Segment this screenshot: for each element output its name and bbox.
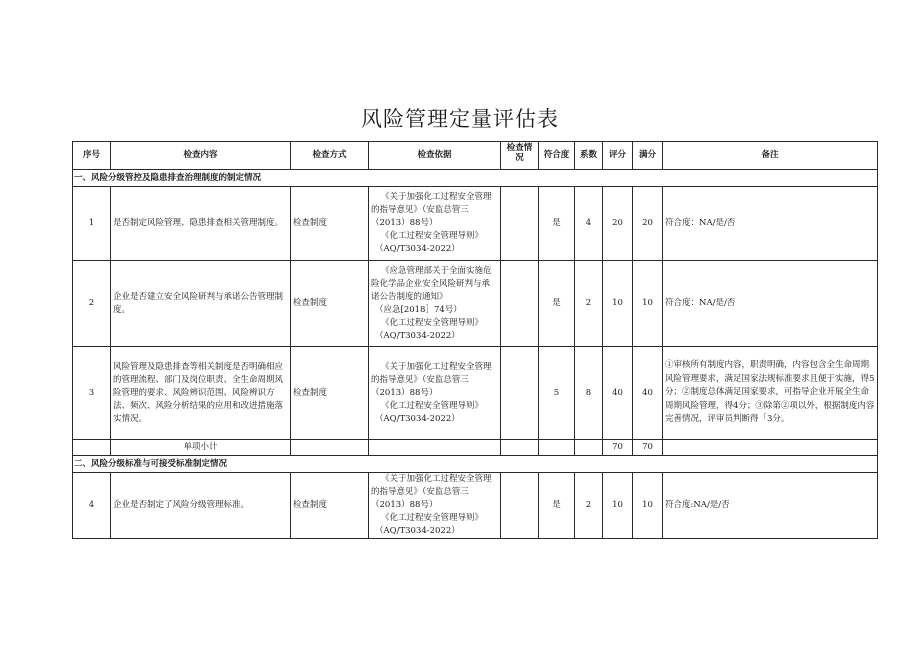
table-row xyxy=(73,187,878,261)
row-method: 检查制度 xyxy=(291,187,369,261)
row-basis: 《关于加强化工过程安全管理 的指导意见》（安监总管三 （2013）88号） 《化工过程安全管理导则》 （AQ/T3034-2022） xyxy=(369,473,501,539)
row-remark: 符合度：NA/是/否 xyxy=(663,261,878,347)
subtotal-full-score: 70 xyxy=(633,440,663,456)
row-content: 企业是否建立安全风险研判与承诺公告管理制度。 xyxy=(111,261,291,347)
row-conformity: 是 xyxy=(539,261,575,347)
row-remark: ①审核所有制度内容，职责明确，内容包含全生命周期风险管理要求，满足国家法规标准要求且便于实施，得5分；②制度总体满足国家要求，可指导企业开展全生命周期风险管理，得4分；③除第②项以外，根据制度内容完善情况，评审员判断得「3分。 xyxy=(663,347,878,440)
header-conformity: 符合度 xyxy=(539,142,575,170)
row-score: 10 xyxy=(603,261,633,347)
header-basis: 检查依据 xyxy=(369,142,501,170)
row-situation xyxy=(501,187,539,261)
row-seq: 3 xyxy=(73,347,111,440)
row-score: 40 xyxy=(603,347,633,440)
header-method: 检查方式 xyxy=(291,142,369,170)
row-conformity: 5 xyxy=(539,347,575,440)
table-row xyxy=(73,473,878,539)
row-method: 检查制度 xyxy=(291,473,369,539)
row-situation xyxy=(501,347,539,440)
header-coefficient: 系数 xyxy=(575,142,603,170)
page-title: 风险管理定量评估表 xyxy=(361,107,559,131)
row-score: 10 xyxy=(603,473,633,539)
row-content: 是否制定风险管理、隐患排查相关管理制度。 xyxy=(111,187,291,261)
table-row xyxy=(73,261,878,347)
section-row xyxy=(73,170,878,187)
header-seq: 序号 xyxy=(73,142,111,170)
row-basis: 《关于加强化工过程安全管理 的指导意见》（安监总管三 （2013）88号） 《化工过程安全管理导则》 （AQ/T3034-2022） xyxy=(369,347,501,440)
row-coefficient: 8 xyxy=(575,347,603,440)
section-title: 一、风险分级管控及隐患排查治理制度的制定情况 xyxy=(73,170,878,187)
row-full-score: 10 xyxy=(633,473,663,539)
row-conformity: 是 xyxy=(539,187,575,261)
header-remark: 备注 xyxy=(663,142,878,170)
header-situation: 检查情况 xyxy=(501,142,539,170)
header-score: 评分 xyxy=(603,142,633,170)
header-full-score: 满分 xyxy=(633,142,663,170)
row-full-score: 40 xyxy=(633,347,663,440)
header-content: 检查内容 xyxy=(111,142,291,170)
row-content: 风险管理及隐患排查等相关制度是否明确相应的管理流程、部门及岗位职责、全生命周期风险管理的要求、风险辨识范围、风险辨识方法、频次、风险分析结果的应用和改进措施落实情况。 xyxy=(111,347,291,440)
row-method: 检查制度 xyxy=(291,261,369,347)
row-situation xyxy=(501,473,539,539)
row-full-score: 10 xyxy=(633,261,663,347)
row-seq: 1 xyxy=(73,187,111,261)
row-seq: 2 xyxy=(73,261,111,347)
row-conformity: 是 xyxy=(539,473,575,539)
row-basis: 《应急管理部关于全面实施危 险化学品企业安全风险研判与承 诺公告制度的通知》 （应急[2018］74号） 《化工过程安全管理导则》 （AQ/T3034-2022） xyxy=(369,261,501,347)
subtotal-score: 70 xyxy=(603,440,633,456)
row-method: 检查制度 xyxy=(291,347,369,440)
subtotal-row xyxy=(73,440,878,456)
section-row xyxy=(73,456,878,473)
assessment-table xyxy=(72,141,878,539)
row-situation xyxy=(501,261,539,347)
header-row xyxy=(73,142,878,170)
row-basis: 《关于加强化工过程安全管理 的指导意见》（安监总管三 （2013）88号） 《化工过程安全管理导则》 （AQ/T3034-2022） xyxy=(369,187,501,261)
subtotal-label: 单项小计 xyxy=(111,440,291,456)
row-remark: 符合度：NA/是/否 xyxy=(663,187,878,261)
row-coefficient: 2 xyxy=(575,473,603,539)
row-coefficient: 2 xyxy=(575,261,603,347)
row-remark: 符合度:NA/是/否 xyxy=(663,473,878,539)
row-seq: 4 xyxy=(73,473,111,539)
row-full-score: 20 xyxy=(633,187,663,261)
section-title: 二、风险分级标准与可接受标准制定情况 xyxy=(73,456,878,473)
row-score: 20 xyxy=(603,187,633,261)
table-row xyxy=(73,347,878,440)
row-content: 企业是否制定了风险分级管理标准。 xyxy=(111,473,291,539)
row-coefficient: 4 xyxy=(575,187,603,261)
